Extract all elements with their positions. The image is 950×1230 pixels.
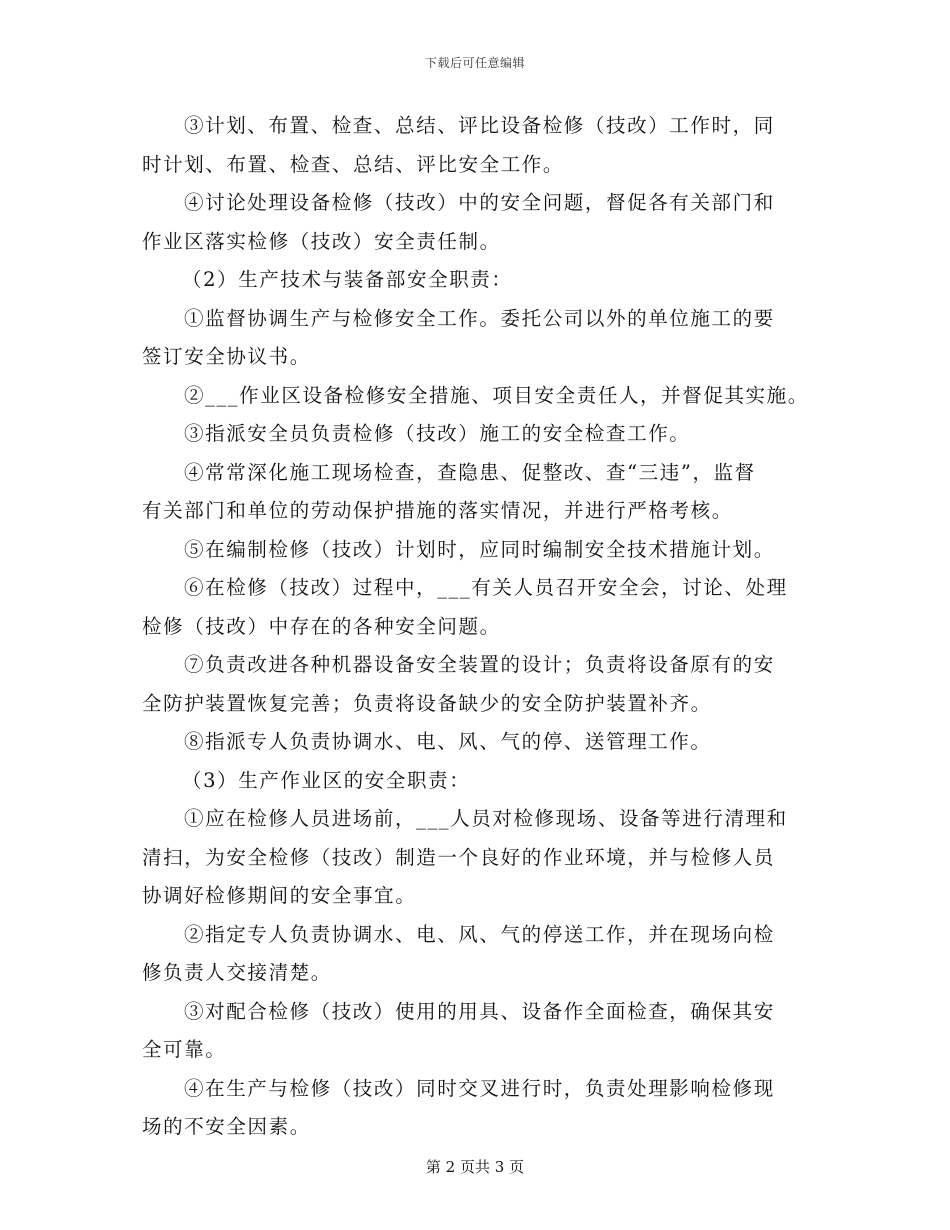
text-line: ①监督协调生产与检修安全工作。委托公司以外的单位施工的要 [184, 306, 775, 330]
text-line: 清扫，为安全检修（技改）制造一个良好的作业环境，并与检修人员 [142, 845, 776, 869]
document-body [142, 107, 822, 1147]
text-line: ⑧指派专人负责协调水、电、风、气的停、送管理工作。 [184, 730, 712, 753]
text-line: ②指定专人负责协调水、电、风、气的停送工作，并在现场向检 [184, 922, 775, 946]
text-line: 场的不安全因素。 [142, 1115, 311, 1138]
text-line: ③对配合检修（技改）使用的用具、设备作全面检查，确保其安 [184, 999, 775, 1023]
text-line: ④讨论处理设备检修（技改）中的安全问题，督促各有关部门和 [184, 191, 775, 214]
text-line: 协调好检修期间的安全事宜。 [142, 884, 417, 907]
text-line: 检修（技改）中存在的各种安全问题。 [142, 614, 501, 638]
text-line: 作业区落实检修（技改）安全责任制。 [142, 229, 501, 253]
text-line: 签订安全协议书。 [142, 345, 311, 368]
text-line: ⑤在编制检修（技改）计划时，应同时编制安全技术措施计划。 [184, 537, 775, 561]
text-line: （2）生产技术与装备部安全职责： [182, 268, 513, 291]
text-line: （3）生产作业区的安全职责： [182, 768, 471, 792]
page-header: 下载后可任意编辑 [424, 56, 525, 70]
text-line: ④常常深化施工现场检查，查隐患、促整改、查“三违”，监督 [184, 460, 756, 484]
text-line: ③计划、布置、检查、总结、评比设备检修（技改）工作时，同 [184, 114, 775, 137]
text-line: ②___作业区设备检修安全措施、项目安全责任人，并督促其实施。 [184, 383, 809, 407]
text-line: 有关部门和单位的劳动保护措施的落实情况，并进行严格考核。 [142, 499, 733, 522]
text-line: 全可靠。 [142, 1038, 227, 1061]
text-line: ①应在检修人员进场前，___人员对检修现场、设备等进行清理和 [184, 807, 788, 830]
text-line: ⑦负责改进各种机器设备安全装置的设计；负责将设备原有的安 [184, 653, 775, 676]
text-line: ③指派安全员负责检修（技改）施工的安全检查工作。 [184, 422, 691, 445]
text-line: 时计划、布置、检查、总结、评比安全工作。 [142, 152, 565, 176]
text-line: ④在生产与检修（技改）同时交叉进行时，负责处理影响检修现 [184, 1076, 775, 1100]
page-footer: 第 2 页共 3 页 [425, 1158, 525, 1176]
text-line: 全防护装置恢复完善；负责将设备缺少的安全防护装置补齐。 [142, 691, 712, 715]
text-line: 修负责人交接清楚。 [142, 961, 332, 984]
text-line: ⑥在检修（技改）过程中，___有关人员召开安全会，讨论、处理 [184, 576, 788, 599]
